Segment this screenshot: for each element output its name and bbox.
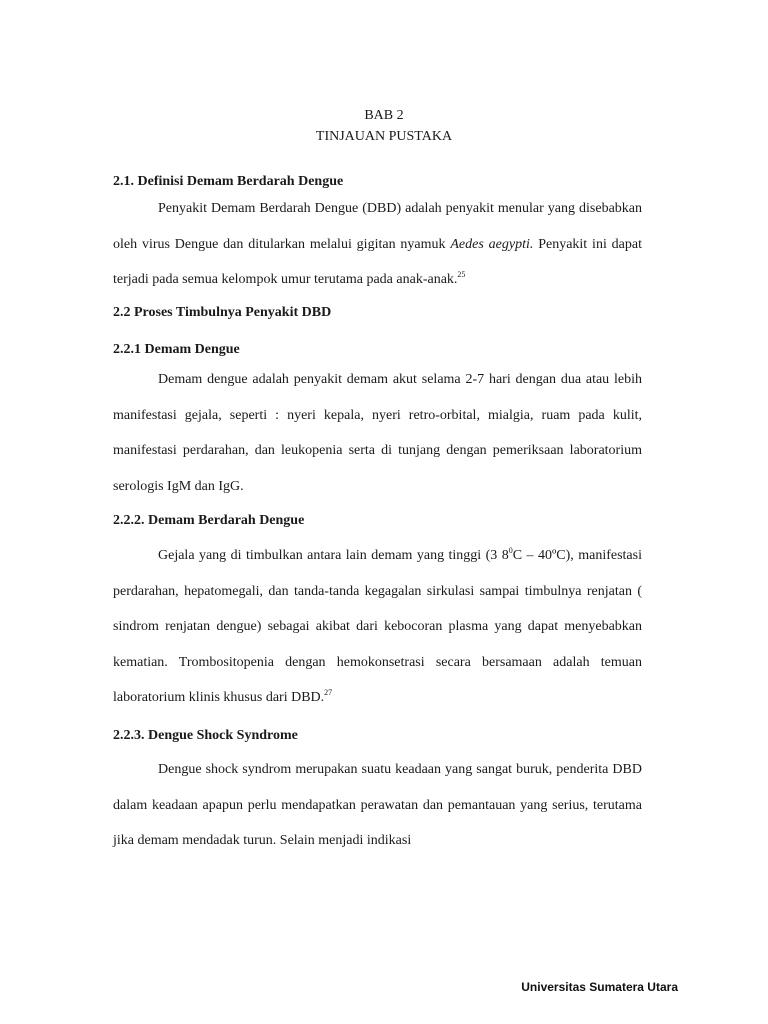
chapter-number: BAB 2 xyxy=(364,108,404,123)
paragraph-2-2-2-text-b: C – 40ºC), manifestasi perdarahan, hepatomegali, dan tanda-tanda kegagalan sirkulasi sampai timbulnya renjatan ( sindrom renjatan dengue) sebagai akibat dari kebocoran plasma yang dapat menyebabkan kematian. Trombositopenia dengan hemokonsetrasi secara bersamaan adalah temuan laboratorium klinis khusus dari DBD. xyxy=(113,548,642,705)
chapter-title: TINJAUAN PUSTAKA xyxy=(315,129,453,144)
species-name: Aedes aegypti. xyxy=(450,236,534,252)
paragraph-2-1-text-b: Penyakit ini dapat terjadi pada semua kelompok umur terutama pada anak-anak. xyxy=(113,236,642,287)
paragraph-2-2-1: Demam dengue adalah penyakit demam akut selama 2-7 hari dengan dua atau lebih manifestasi gejala, seperti : nyeri kepala, nyeri retro-orbital, mialgia, ruam pada kulit, manifestasi perdarahan, dan leukopenia serta di tunjang dengan pemeriksaan laboratorium serologis IgM dan IgG. xyxy=(113,372,642,494)
paragraph-2-1 xyxy=(113,191,642,298)
citation-25: 25 xyxy=(457,270,466,279)
degree-superscript: 0 xyxy=(508,546,513,555)
paragraph-2-2-2-text-a: Gejala yang di timbulkan antara lain demam yang tinggi (3 8 xyxy=(158,548,509,563)
paragraph-2-1-text-a: Penyakit Demam Berdarah Dengue (DBD) adalah penyakit menular yang disebabkan oleh virus Dengue dan ditularkan melalui gigitan nyamuk xyxy=(113,201,642,252)
section-heading-2-2-3: 2.2.3. Dengue Shock Syndrome xyxy=(113,728,298,743)
paragraph-2-2-2 xyxy=(113,538,642,716)
footer-institution: Universitas Sumatera Utara xyxy=(521,980,678,994)
section-heading-2-2-2: 2.2.2. Demam Berdarah Dengue xyxy=(113,513,305,528)
section-heading-2-2-1: 2.2.1 Demam Dengue xyxy=(113,342,240,357)
section-heading-2-2: 2.2 Proses Timbulnya Penyakit DBD xyxy=(113,305,332,320)
paragraph-2-2-3: Dengue shock syndrom merupakan suatu keadaan yang sangat buruk, penderita DBD dalam keadaan apapun perlu mendapatkan perawatan dan pemantauan yang serius, terutama jika demam mendadak turun. Selain menjadi indikasi xyxy=(113,762,642,848)
citation-27: 27 xyxy=(324,688,333,697)
section-heading-2-1: 2.1. Definisi Demam Berdarah Dengue xyxy=(113,174,344,189)
